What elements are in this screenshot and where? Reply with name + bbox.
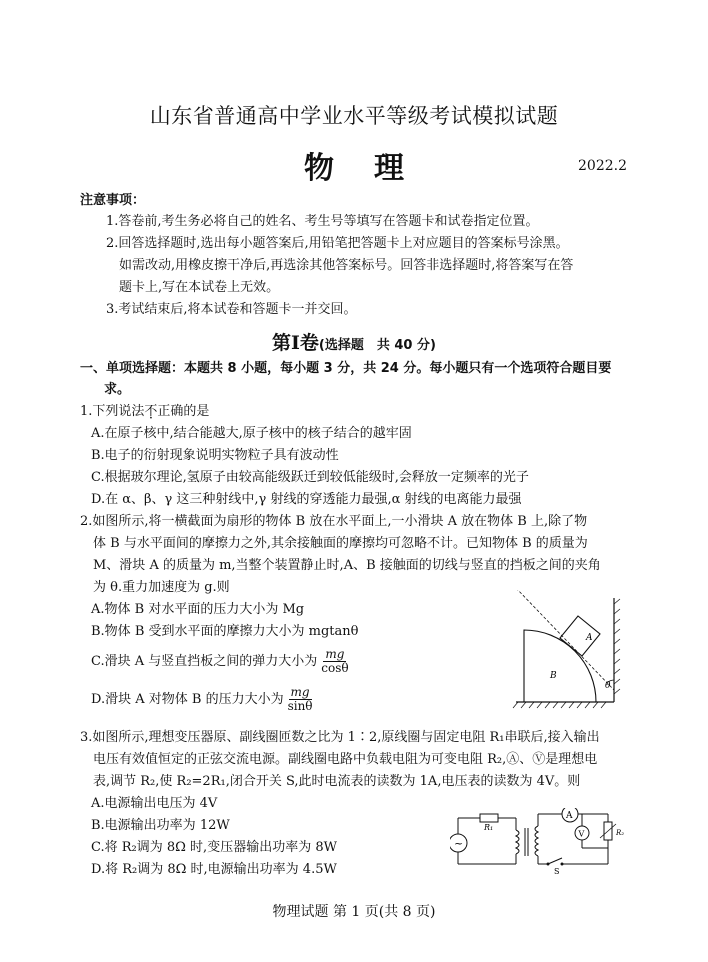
q1-stem-emphasis: 不 <box>144 404 158 419</box>
q3-stem-line-3: 表,调节 R₂,使 R₂=2R₁,闭合开关 S,此时电流表的读数为 1A,电压表的读数为 4V。则 <box>93 774 581 789</box>
q3-resistor-r1 <box>480 814 498 822</box>
q3-stem-line-1: 3.如图所示,理想变压器原、副线圈匝数之比为 1∶2,原线圈与固定电阻 R₁串联后,接入输出 <box>80 730 600 745</box>
section-name: 第Ⅰ卷 <box>272 332 319 354</box>
q1-option-c: C.根据玻尔理论,氢原子由较高能级跃迁到较低能级时,会释放一定频率的光子 <box>91 470 529 485</box>
q2-label-a: A <box>586 633 593 643</box>
note-item-2: 2.回答选择题时,选出每小题答案后,用铅笔把答题卡上对应题目的答案标号涂黑。 <box>106 236 569 251</box>
q2-stem-line-4: 为 θ.重力加速度为 g.则 <box>93 580 230 595</box>
q1-option-b: B.电子的衍射现象说明实物粒子具有波动性 <box>91 448 339 463</box>
note-item-3: 3.考试结束后,将本试卷和答题卡一并交回。 <box>106 302 357 317</box>
q2-option-a: A.物体 B 对水平面的压力大小为 Mg <box>91 602 305 617</box>
q2-figure <box>510 590 640 718</box>
q2-option-b: B.物体 B 受到水平面的摩擦力大小为 mgtanθ <box>91 624 359 639</box>
q3-option-a: A.电源输出电压为 4V <box>91 796 218 811</box>
q3-secondary-coil <box>535 826 538 856</box>
q3-source-symbol: ~ <box>454 837 464 850</box>
q2-wall-hatch <box>614 599 620 694</box>
q2-option-c-fraction <box>319 648 350 675</box>
q2-option-d-text: D.滑块 A 对物体 B 的压力大小为 <box>91 692 284 707</box>
note-item-1: 1.答卷前,考生务必将自己的姓名、考生号等填写在答题卡和试卷指定位置。 <box>106 214 539 229</box>
q3-label-r2: R₂ <box>616 829 625 837</box>
q2-option-c-text: C.滑块 A 与竖直挡板之间的弹力大小为 <box>91 654 318 669</box>
q2-option-d <box>91 686 315 713</box>
q2-option-c-numerator: mg <box>325 647 345 661</box>
q2-floor-hatch <box>513 702 606 708</box>
q3-ammeter-label: A <box>566 811 573 821</box>
note-item-2-cont2: 题卡上,写在本试卷上无效。 <box>119 280 280 295</box>
q2-stem-line-3: M、滑块 A 的质量为 m,当整个装置静止时,A、B 接触面的切线与竖直的挡板之间的夹角 <box>93 558 601 573</box>
q3-option-b: B.电源输出功率为 12W <box>91 818 230 833</box>
section-subtitle: (选择题 共 40 分) <box>318 338 436 353</box>
note-item-2-cont: 如需改动,用橡皮擦干净后,再选涂其他答案标号。回答非选择题时,将答案写在答 <box>119 258 574 273</box>
q2-option-d-numerator: mg <box>290 685 310 699</box>
q2-label-theta: θ <box>605 681 611 691</box>
q2-label-b: B <box>550 671 557 681</box>
q1-stem <box>80 404 209 420</box>
q2-block-a <box>560 616 600 656</box>
exam-date: 2022.2 <box>578 158 627 174</box>
q2-stem-line-2: 体 B 与水平面间的摩擦力之外,其余接触面的摩擦均可忽略不计。已知物体 B 的质量为 <box>93 536 588 551</box>
q3-switch-contact <box>561 863 564 866</box>
q3-label-s: S <box>554 867 560 874</box>
q2-stem-line-1: 2.如图所示,将一横截面为扇形的物体 B 放在水平面上,一小滑块 A 放在物体 B 上,除了物 <box>80 514 588 529</box>
q1-stem-c: 正确的是 <box>157 404 210 419</box>
q3-switch-blade <box>548 858 562 864</box>
q2-option-c <box>91 648 351 675</box>
q2-option-d-denominator: sinθ <box>287 699 313 713</box>
notes-heading: 注意事项： <box>80 193 146 208</box>
q1-option-a: A.在原子核中,结合能越大,原子核中的核子结合的越牢固 <box>91 426 412 441</box>
page-footer: 物理试题 第 1 页(共 8 页) <box>272 904 436 920</box>
subject-char-2: 理 <box>374 151 404 186</box>
q3-voltmeter-label: V <box>578 829 585 839</box>
q1-stem-a: 1.下列说法 <box>80 404 145 419</box>
q3-circuit <box>450 808 630 874</box>
q3-primary-coil <box>516 830 519 854</box>
q3-option-d: D.将 R₂调为 8Ω 时,电源输出功率为 4.5W <box>91 862 337 877</box>
subject-char-1: 物 <box>304 151 334 186</box>
q1-option-d: D.在 α、β、γ 这三种射线中,γ 射线的穿透能力最强,α 射线的电离能力最强 <box>91 492 522 507</box>
part1-instruction-cont: 求。 <box>104 382 131 397</box>
section-title <box>0 328 708 355</box>
exam-title: 山东省普通高中学业水平等级考试模拟试题 <box>149 104 559 128</box>
q2-option-d-fraction <box>286 686 315 713</box>
q3-stem-line-2: 电压有效值恒定的正弦交流电源。副线圈电路中负载电阻为可变电阻 R₂,Ⓐ、Ⓥ是理想电 <box>93 752 598 767</box>
part1-instruction: 一、单项选择题：本题共 8 小题，每小题 3 分，共 24 分。每小题只有一个选项符合题目要 <box>80 361 612 376</box>
q3-label-r1: R₁ <box>484 823 494 832</box>
q3-option-c: C.将 R₂调为 8Ω 时,变压器输出功率为 8W <box>91 840 337 855</box>
q2-option-c-denominator: cosθ <box>321 661 349 675</box>
